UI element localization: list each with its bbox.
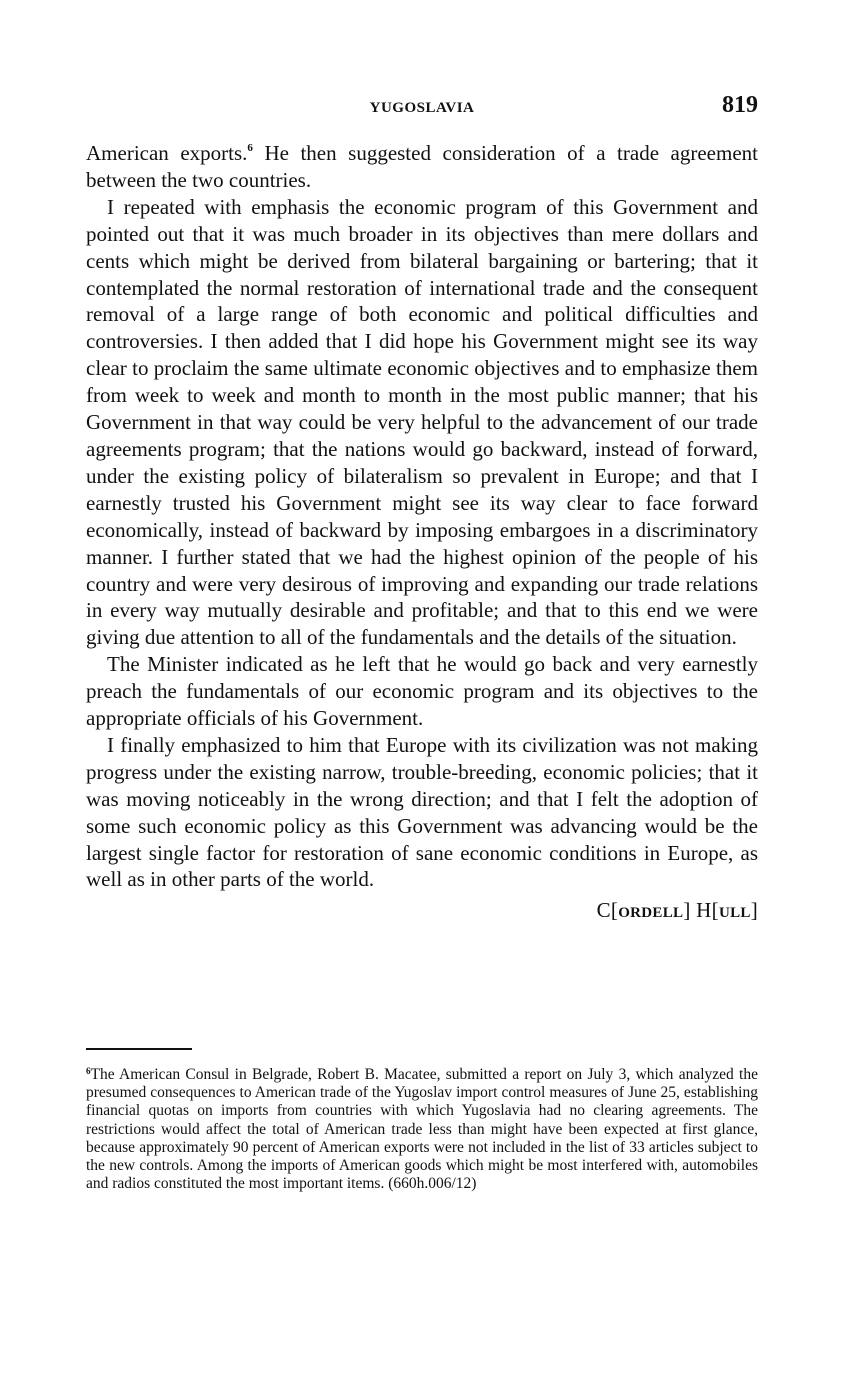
paragraph-1: [86, 140, 758, 194]
signature-first-initial: C[: [596, 898, 619, 923]
footnote-reference-6: 6: [247, 142, 253, 154]
paragraph-4: I finally emphasized to him that Europe with its civilization was not making progress under the existing narrow, trouble-breeding, economic policies; that it was moving noticeably in the wrong direction; and that I felt the adoption of some such economic policy as this Government was advancing would be the largest single factor for restoration of sane economic conditions in Europe, as well as in other parts of the world.: [86, 732, 758, 892]
body-text: [86, 140, 758, 927]
paragraph-1-end: He then suggested consideration of a trade agreement between the two countries.: [86, 141, 758, 192]
running-title: YUGOSLAVIA: [369, 100, 475, 116]
footnote: [86, 1066, 758, 1193]
signature-last-rest: ULL: [718, 905, 751, 922]
paragraph-1-start: American exports.: [86, 141, 248, 165]
signature-end: ]: [750, 898, 758, 923]
signature-first-rest: ORDELL: [618, 905, 684, 922]
paragraph-3: The Minister indicated as he left that he would go back and very earnestly preach the fundamentals of our economic program and its objectives to the appropriate officials of his Government.: [86, 652, 758, 731]
footnote-6: [86, 1066, 758, 1193]
footnote-text: The American Consul in Belgrade, Robert B. Macatee, submitted a report on July 3, which analyzed the presumed consequences to American trade of the Yugoslav import control measures of June 25, establishing financial quotas on imports from countries with which Yugoslavia had no clearing agreements. The restrictions would affect the total of American trade less than might have been expected at first glance, because approximately 90 percent of American exports were not included in the list of 33 articles subject to the new controls. Among the imports of American goods which might be most interfered with, automobiles and radios constituted the most important items. (660h.006/12): [86, 1066, 758, 1193]
running-head: [86, 92, 758, 124]
page-number: 819: [722, 92, 758, 118]
footnote-divider: [86, 1048, 192, 1050]
signature-middle: ] H[: [683, 898, 719, 923]
signature: [86, 897, 758, 927]
footnote-mark: 6: [86, 1066, 91, 1076]
paragraph-2: I repeated with emphasis the economic program of this Government and pointed out that it was much broader in its objectives than mere dollars and cents which might be derived from bilateral bargaining or bartering; that it contemplated the normal restoration of international trade and the consequent removal of a large range of both economic and political difficulties and controversies. I then added that I did hope his Government might see its way clear to proclaim the same ultimate economic objectives and to emphasize them from week to week and month to month in the most public manner; that his Government in that way could be very helpful to the advancement of our trade agreements program; that the nations would go backward, instead of forward, under the existing policy of bilateralism so prevalent in Europe; and that I earnestly trusted his Government might see its way clear to face forward economically, instead of backward by imposing embargoes in a discriminatory manner. I further stated that we had the highest opinion of the people of his country and were very desirous of improving and expanding our trade relations in every way mutually desirable and profitable; and that to this end we were giving due attention to all of the fundamentals and the details of the situation.: [86, 194, 758, 650]
